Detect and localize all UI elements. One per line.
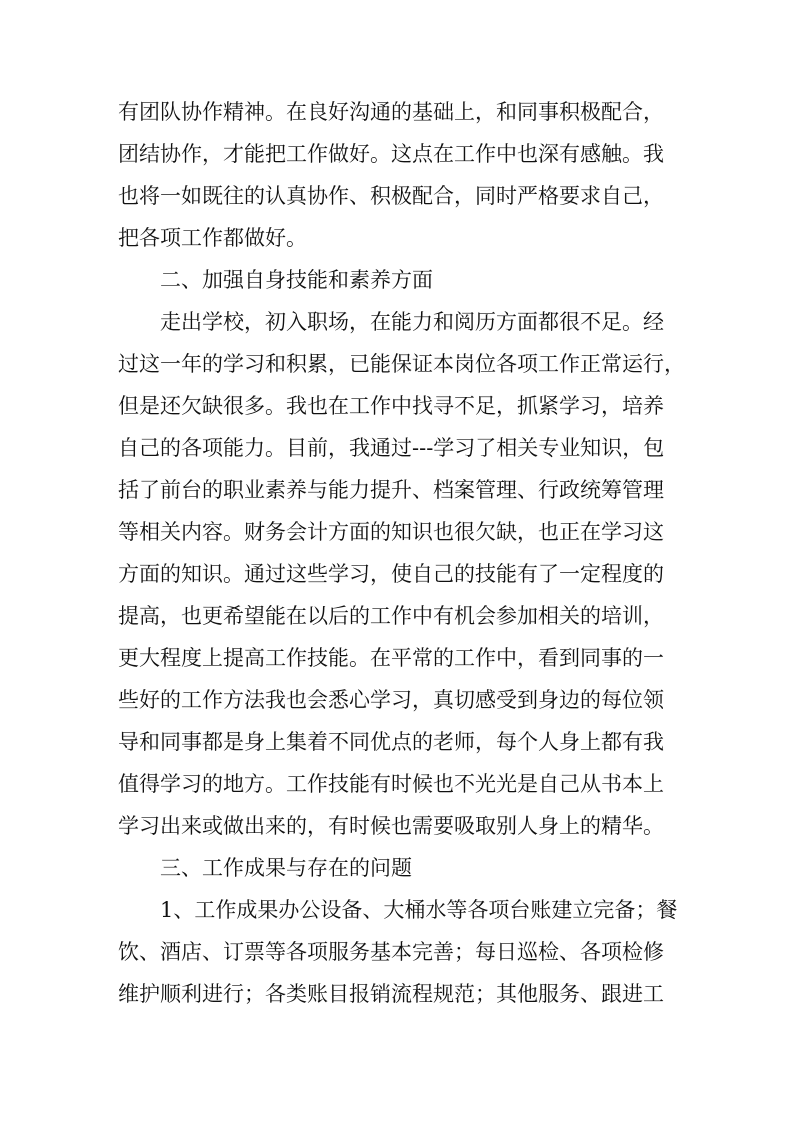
text-line: 过这一年的学习和积累，已能保证本岗位各项工作正常运行，: [118, 352, 685, 376]
text-line: 括了前台的职业素养与能力提升、档案管理、行政统筹管理: [118, 478, 664, 502]
text-line: 有团队协作精神。在良好沟通的基础上，和同事积极配合，: [118, 100, 664, 124]
text-line: 饮、酒店、订票等各项服务基本完善；每日巡检、各项检修: [118, 940, 664, 964]
section-heading: 三、工作成果与存在的问题: [160, 856, 412, 880]
text-line: 团结协作，才能把工作做好。这点在工作中也深有感触。我: [118, 142, 664, 166]
text-line: 提高，也更希望能在以后的工作中有机会参加相关的培训，: [118, 604, 664, 628]
text-line: 更大程度上提高工作技能。在平常的工作中，看到同事的一: [118, 646, 664, 670]
text-line: 方面的知识。通过这些学习，使自己的技能有了一定程度的: [118, 562, 664, 586]
section-heading: 二、加强自身技能和素养方面: [160, 268, 433, 292]
text-line: 学习出来或做出来的，有时候也需要吸取别人身上的精华。: [118, 814, 664, 838]
text-line: 把各项工作都做好。: [118, 226, 307, 250]
text-line: 等相关内容。财务会计方面的知识也很欠缺，也正在学习这: [118, 520, 664, 544]
text-line: 些好的工作方法我也会悉心学习，真切感受到身边的每位领: [118, 688, 664, 712]
text-line: 导和同事都是身上集着不同优点的老师，每个人身上都有我: [118, 730, 664, 754]
text-line: 但是还欠缺很多。我也在工作中找寻不足，抓紧学习，培养: [118, 394, 664, 418]
text-line: 值得学习的地方。工作技能有时候也不光光是自己从书本上: [118, 772, 664, 796]
text-line: 也将一如既往的认真协作、积极配合，同时严格要求自己，: [118, 184, 664, 208]
text-line: 自己的各项能力。目前，我通过---学习了相关专业知识，包: [118, 436, 665, 460]
paragraph-first-line: 走出学校，初入职场，在能力和阅历方面都很不足。经: [160, 310, 664, 334]
paragraph-first-line: 1、工作成果办公设备、大桶水等各项台账建立完备；餐: [160, 898, 678, 922]
text-line: 维护顺利进行；各类账目报销流程规范；其他服务、跟进工: [118, 982, 664, 1006]
